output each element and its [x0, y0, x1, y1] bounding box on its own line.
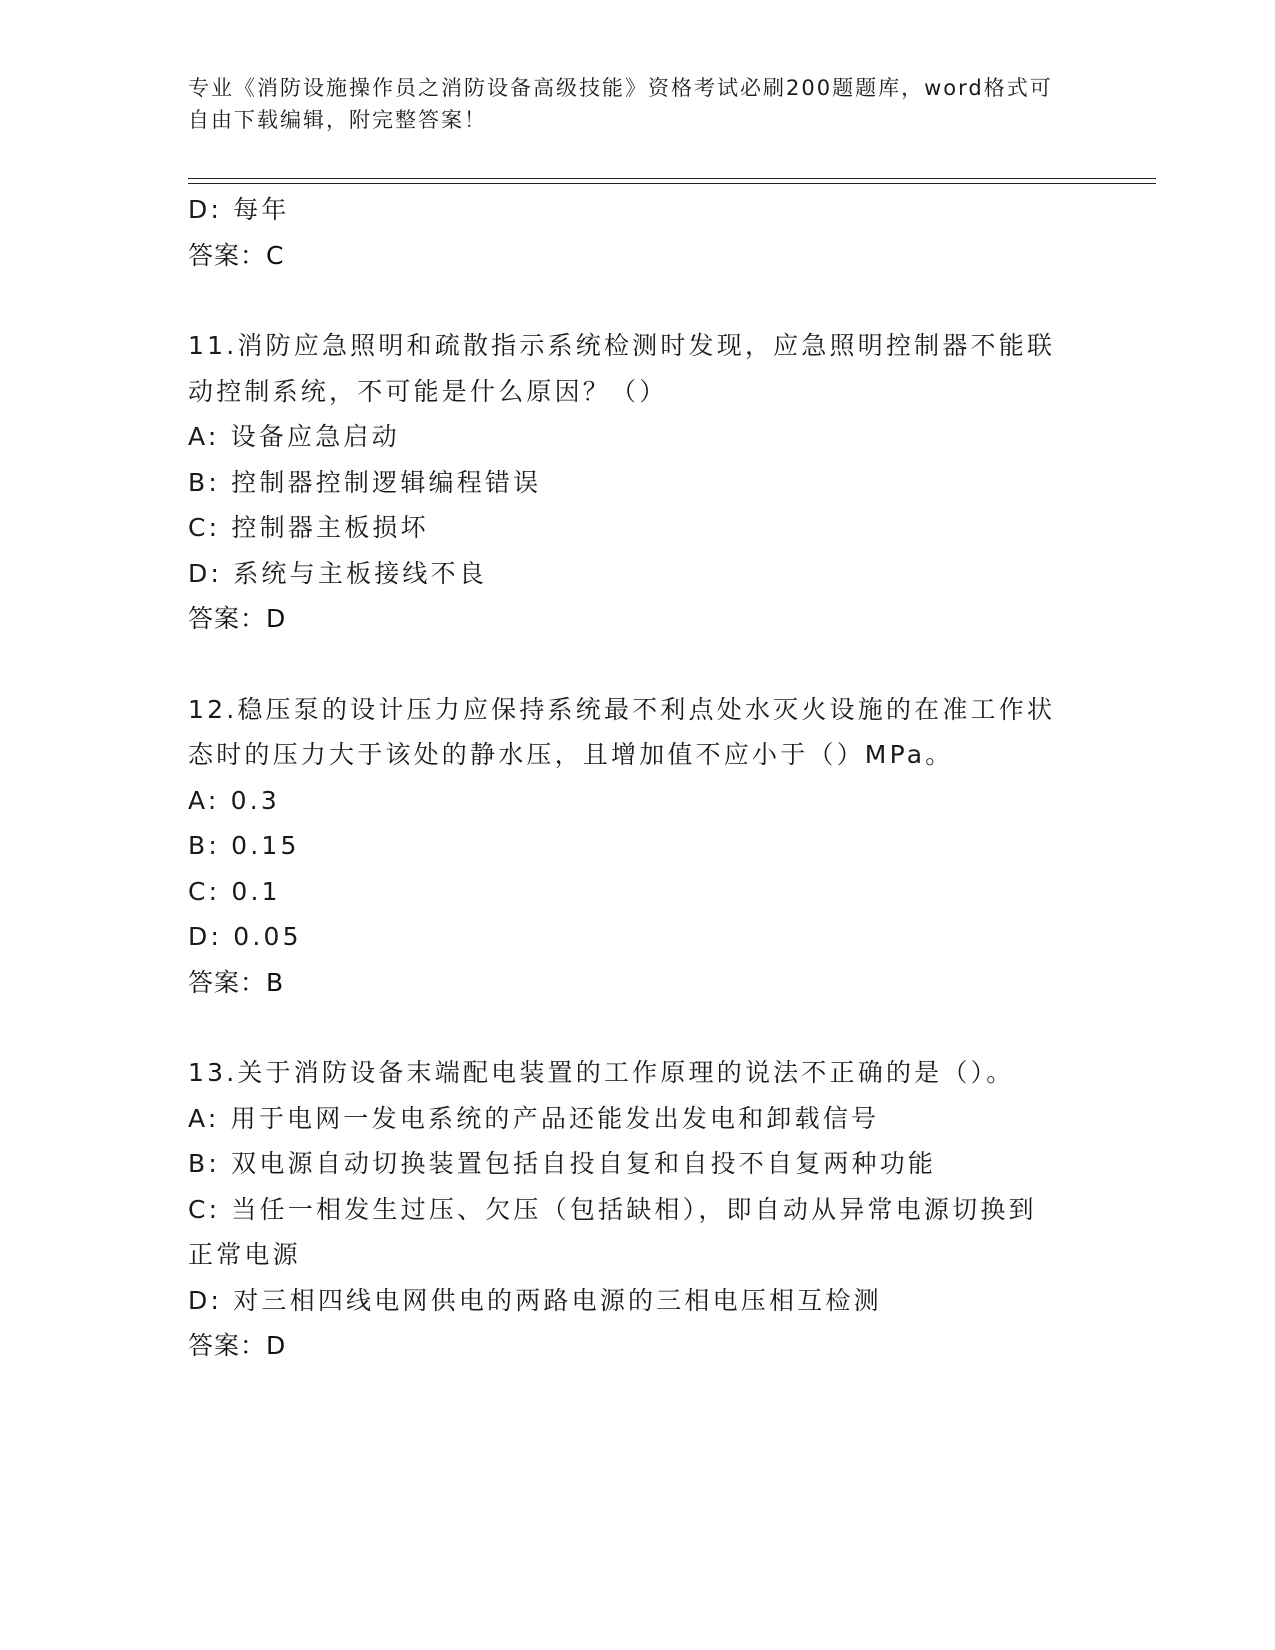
question-stem: 13.关于消防设备末端配电装置的工作原理的说法不正确的是（）。: [188, 1058, 1015, 1087]
option-d: D: 系统与主板接线不良: [188, 558, 488, 588]
question-stem: 12.稳压泵的设计压力应保持系统最不利点处水灭火设施的在准工作状: [188, 694, 1056, 724]
question-10-tail: [188, 187, 1088, 278]
answer: 答案：C: [188, 240, 285, 270]
question-12: [188, 687, 1088, 1006]
option-b: B: 双电源自动切换装置包括自投自复和自投不自复两种功能: [188, 1149, 937, 1178]
option-c-cont: 正常电源: [188, 1240, 301, 1269]
answer: 答案：D: [188, 604, 287, 633]
answer: 答案：D: [188, 1331, 287, 1360]
question-stem-cont: 动控制系统，不可能是什么原因？（）: [188, 376, 668, 406]
option-b: B: 控制器控制逻辑编程错误: [188, 467, 542, 497]
option-c: C: 控制器主板损坏: [188, 513, 429, 542]
option-a: A: 用于电网一发电系统的产品还能发出发电和卸载信号: [188, 1103, 880, 1133]
answer: 答案：B: [188, 967, 285, 997]
question-stem: 11.消防应急照明和疏散指示系统检测时发现，应急照明控制器不能联: [188, 331, 1056, 360]
question-stem-cont: 态时的压力大于该处的静水压，且增加值不应小于（）MPa。: [188, 740, 954, 769]
option-b: B: 0.15: [188, 831, 300, 860]
option-c: C: 0.1: [188, 876, 281, 906]
question-11: [188, 323, 1088, 642]
option-a: A: 0.3: [188, 785, 280, 815]
option-d: D: 每年: [188, 195, 290, 224]
option-c: C: 当任一相发生过压、欠压（包括缺相），即自动从异常电源切换到: [188, 1194, 1037, 1224]
option-d: D: 0.05: [188, 922, 302, 951]
header-divider-bottom: [188, 183, 1156, 184]
option-d: D: 对三相四线电网供电的两路电源的三相电压相互检测: [188, 1285, 882, 1315]
question-13: [188, 1050, 1088, 1369]
header-divider-top: [188, 178, 1156, 179]
question-content: [188, 187, 1088, 1414]
page-header: 专业《消防设施操作员之消防设备高级技能》资格考试必刷200题题库，word格式可自由下载编辑，附完整答案！: [188, 76, 1053, 132]
option-a: A: 设备应急启动: [188, 422, 400, 451]
